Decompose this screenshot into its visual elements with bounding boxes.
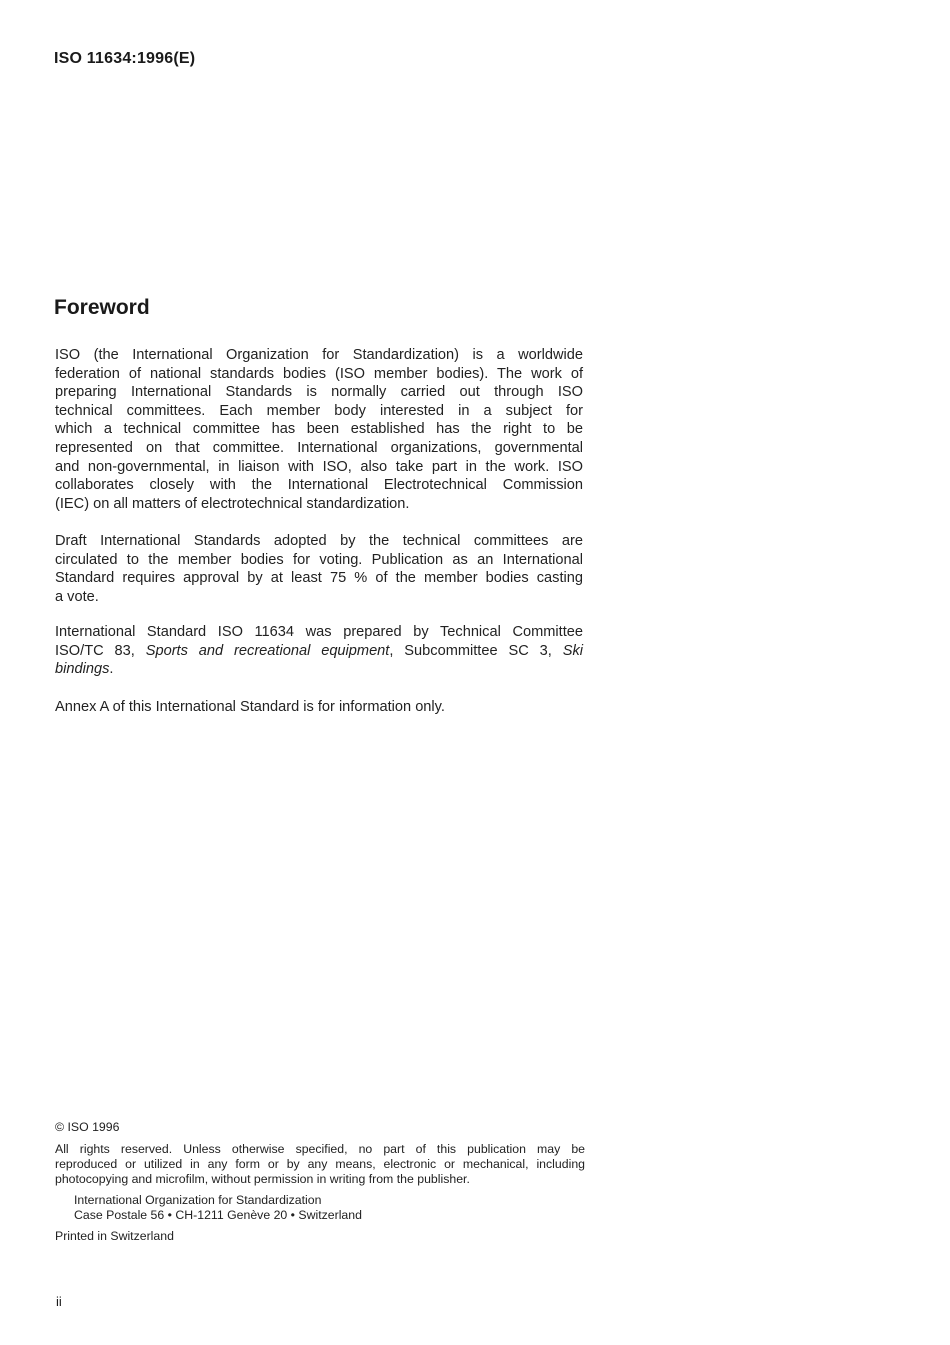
paragraph-line [55,623,583,642]
text-segment: International Standard ISO 11634 was prepared by Technical Committee [55,624,583,640]
paragraph-1 [55,346,583,513]
rights-statement [55,1142,585,1187]
organization-name: International Organization for Standardization [74,1193,322,1207]
publisher-address [74,1193,604,1223]
paragraph-line: circulated to the member bodies for voting. Publication as an International [55,551,583,568]
copyright-notice: © ISO 1996 [55,1120,120,1134]
italic-text: bindings [55,661,110,678]
paragraph-3 [55,623,583,679]
paragraph-line: (IEC) on all matters of electrotechnical standardization. [55,495,410,512]
paragraph-line: technical committees. Each member body interested in a subject for [55,402,583,419]
paragraph-line: preparing International Standards is normally carried out through ISO [55,384,583,401]
paragraph-line: ISO (the International Organization for Standardization) is a worldwide [55,347,583,363]
rights-line: All rights reserved. Unless otherwise specified, no part of this publication may be [55,1142,585,1156]
paragraph-line: Draft International Standards adopted by the technical committees are [55,533,583,549]
paragraph-line [55,642,583,661]
paragraph-line: which a technical committee has been established has the right to be [55,421,583,438]
paragraph-line: federation of national standards bodies (ISO member bodies). The work of [55,365,583,382]
paragraph-line: collaborates closely with the International Electrotechnical Commission [55,477,583,494]
text-segment: , Subcommittee SC 3, [389,642,563,659]
paragraph-line [55,660,583,679]
postal-address: Case Postale 56 • CH-1211 Genève 20 • Switzerland [74,1208,362,1222]
paragraph-line: Annex A of this International Standard is for information only. [55,699,445,715]
paragraph-line: and non-governmental, in liaison with ISO, also take part in the work. ISO [55,458,583,475]
document-header: ISO 11634:1996(E) [54,50,196,67]
text-segment: . [109,661,114,678]
rights-line: photocopying and microfilm, without permission in writing from the publisher. [55,1172,470,1186]
page-number: ii [56,1294,62,1309]
printed-in: Printed in Switzerland [55,1229,174,1243]
section-title: Foreword [54,296,150,319]
paragraph-line: Standard requires approval by at least 75 % of the member bodies casting [55,570,583,587]
italic-text: Ski [562,642,583,659]
paragraph-line: a vote. [55,588,99,605]
paragraph-4 [55,698,583,717]
paragraph-line: represented on that committee. International organizations, governmental [55,439,583,456]
rights-line: reproduced or utilized in any form or by any means, electronic or mechanical, including [55,1157,585,1171]
text-segment: ISO/TC 83, [55,642,146,659]
paragraph-2 [55,532,583,606]
italic-text: Sports and recreational equipment [145,642,390,659]
